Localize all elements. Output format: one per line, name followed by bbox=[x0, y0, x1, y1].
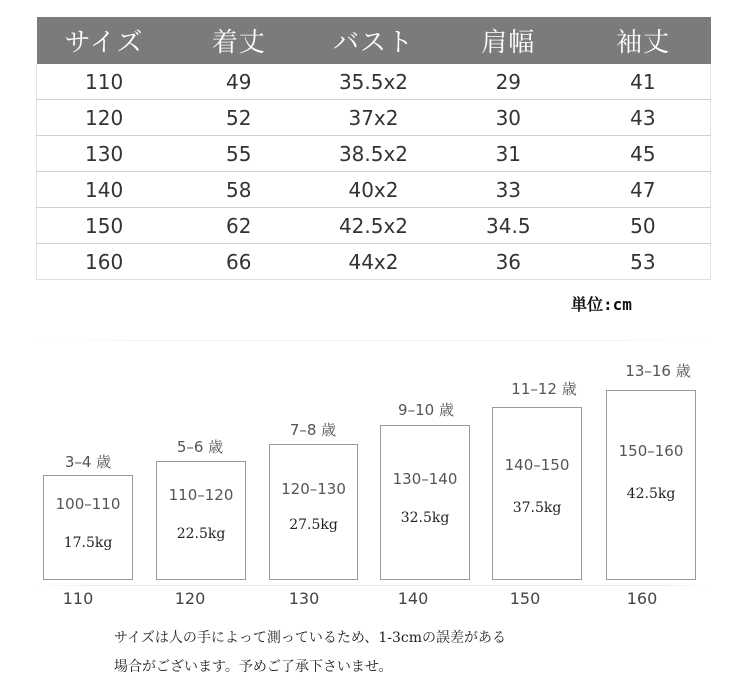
age-label: 11–12 歳 bbox=[511, 380, 577, 398]
size-label: 160 bbox=[626, 589, 658, 608]
height-weight-box bbox=[606, 390, 696, 580]
height-range: 110–120 bbox=[168, 486, 234, 504]
unit-label: 単位:cm bbox=[571, 295, 632, 314]
height-range: 130–140 bbox=[392, 470, 458, 488]
table-row bbox=[37, 136, 711, 172]
size-label: 110 bbox=[62, 589, 94, 608]
measurement-note: 場合がございます。予めご了承下さいませ。 bbox=[114, 659, 393, 675]
cell-size: 110 bbox=[37, 64, 172, 100]
table-row bbox=[37, 208, 711, 244]
weight-value: 37.5kg bbox=[512, 500, 562, 516]
height-weight-box bbox=[380, 425, 470, 580]
header-sleeve: 袖丈 bbox=[576, 17, 711, 64]
table-row bbox=[37, 100, 711, 136]
cell-shoulder: 34.5 bbox=[441, 208, 576, 244]
cell-shoulder: 36 bbox=[441, 244, 576, 280]
weight-value: 42.5kg bbox=[626, 486, 676, 502]
height-weight-box bbox=[269, 444, 358, 580]
weight-value: 27.5kg bbox=[289, 517, 338, 533]
cell-bust: 37x2 bbox=[306, 100, 441, 136]
height-weight-box bbox=[43, 475, 133, 580]
cell-size: 160 bbox=[37, 244, 172, 280]
age-label: 9–10 歳 bbox=[398, 401, 454, 419]
header-shoulder: 肩幅 bbox=[441, 17, 576, 64]
table-row bbox=[37, 64, 711, 100]
cell-length: 52 bbox=[171, 100, 306, 136]
header-bust: バスト bbox=[306, 17, 441, 64]
age-label: 13–16 歳 bbox=[625, 362, 691, 380]
size-label: 150 bbox=[509, 589, 541, 608]
cell-size: 120 bbox=[37, 100, 172, 136]
cell-size: 130 bbox=[37, 136, 172, 172]
size-table bbox=[36, 17, 711, 280]
cell-sleeve: 41 bbox=[576, 64, 711, 100]
cell-bust: 35.5x2 bbox=[306, 64, 441, 100]
cell-shoulder: 29 bbox=[441, 64, 576, 100]
cell-length: 55 bbox=[171, 136, 306, 172]
cell-sleeve: 47 bbox=[576, 172, 711, 208]
cell-shoulder: 30 bbox=[441, 100, 576, 136]
height-range: 150–160 bbox=[618, 442, 684, 460]
cell-sleeve: 53 bbox=[576, 244, 711, 280]
age-label: 5–6 歳 bbox=[176, 438, 224, 456]
cell-sleeve: 43 bbox=[576, 100, 711, 136]
cell-length: 66 bbox=[171, 244, 306, 280]
cell-sleeve: 50 bbox=[576, 208, 711, 244]
weight-value: 22.5kg bbox=[176, 526, 226, 542]
cell-length: 49 bbox=[171, 64, 306, 100]
weight-value: 32.5kg bbox=[400, 510, 450, 526]
size-label: 140 bbox=[397, 589, 429, 608]
height-range: 100–110 bbox=[55, 495, 121, 513]
cell-shoulder: 33 bbox=[441, 172, 576, 208]
height-range: 140–150 bbox=[504, 456, 570, 474]
table-row bbox=[37, 244, 711, 280]
cell-length: 62 bbox=[171, 208, 306, 244]
cell-shoulder: 31 bbox=[441, 136, 576, 172]
header-length: 着丈 bbox=[171, 17, 306, 64]
cell-bust: 42.5x2 bbox=[306, 208, 441, 244]
cell-size: 150 bbox=[37, 208, 172, 244]
cell-bust: 44x2 bbox=[306, 244, 441, 280]
table-row bbox=[37, 172, 711, 208]
age-label: 3–4 歳 bbox=[64, 453, 112, 471]
height-weight-box bbox=[156, 461, 246, 580]
height-range: 120–130 bbox=[281, 480, 346, 498]
header-size: サイズ bbox=[37, 17, 172, 64]
table-header-row bbox=[37, 17, 711, 64]
cell-sleeve: 45 bbox=[576, 136, 711, 172]
cell-bust: 38.5x2 bbox=[306, 136, 441, 172]
measurement-note: サイズは人の手によって測っているため、1-3cmの誤差がある bbox=[114, 630, 506, 646]
cell-size: 140 bbox=[37, 172, 172, 208]
cell-bust: 40x2 bbox=[306, 172, 441, 208]
size-label: 120 bbox=[174, 589, 206, 608]
size-label: 130 bbox=[288, 589, 320, 608]
cell-length: 58 bbox=[171, 172, 306, 208]
section-divider bbox=[36, 340, 712, 341]
age-label: 7–8 歳 bbox=[289, 421, 337, 439]
height-weight-box bbox=[492, 407, 582, 580]
weight-value: 17.5kg bbox=[63, 535, 113, 551]
chart-baseline bbox=[36, 585, 712, 586]
